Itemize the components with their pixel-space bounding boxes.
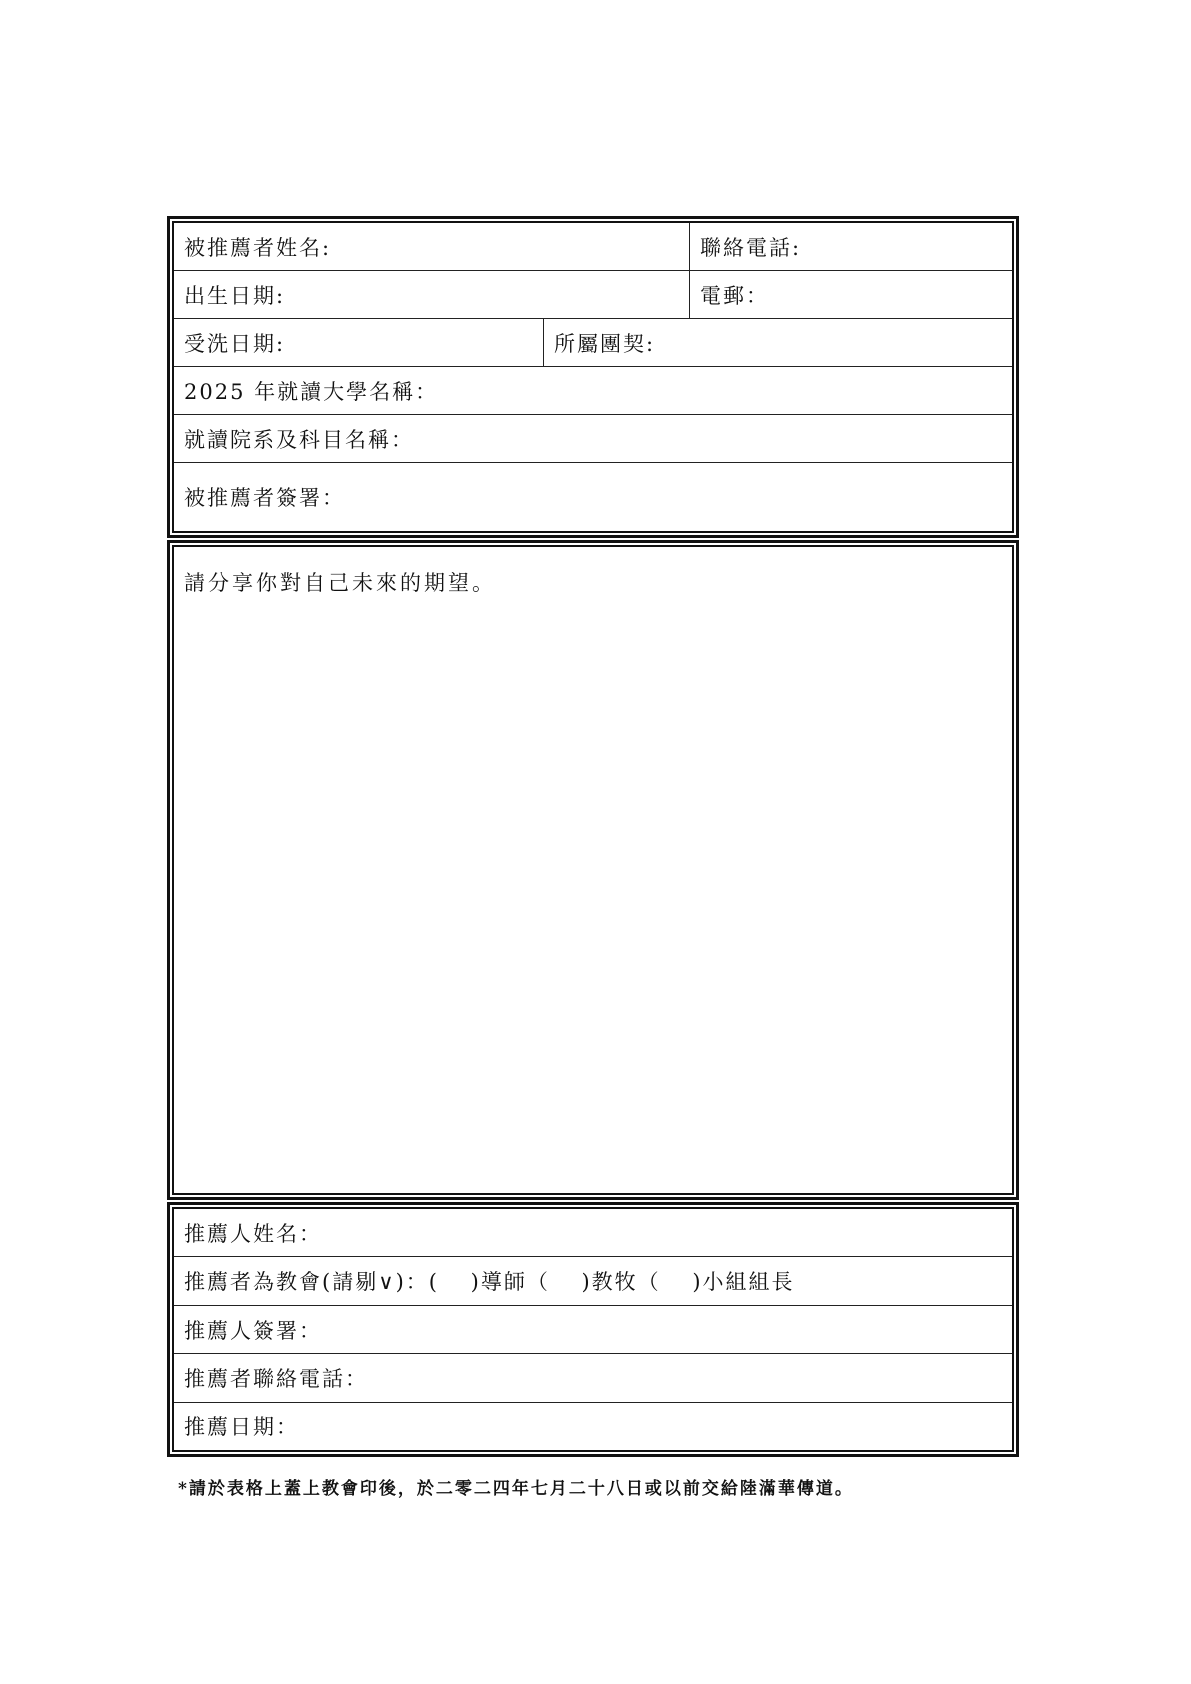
row-baptism-fellowship — [174, 319, 1012, 367]
fellowship-label: 所屬團契: — [554, 331, 656, 356]
recommender-phone-field[interactable] — [174, 1354, 1012, 1401]
row-recommender-signature — [174, 1306, 1012, 1354]
name-label: 被推薦者姓名: — [184, 235, 332, 260]
footnote: *請於表格上蓋上教會印後，於二零二四年七月二十八日或以前交給陸滿華傳道。 — [178, 1479, 854, 1499]
recommender-phone-label: 推薦者聯絡電話： — [184, 1366, 368, 1391]
recommender-name-field[interactable] — [174, 1209, 1012, 1256]
baptism-label: 受洗日期: — [184, 331, 286, 356]
university-label: 2025 年就讀大學名稱： — [184, 379, 439, 404]
expectation-textarea[interactable] — [172, 545, 1014, 1195]
applicant-signature-label: 被推薦者簽署： — [184, 486, 345, 510]
recommender-role-field[interactable] — [174, 1257, 1012, 1304]
dob-label: 出生日期: — [184, 283, 286, 308]
row-recommender-role — [174, 1257, 1012, 1305]
applicant-info-frame — [167, 216, 1019, 538]
recommend-date-field[interactable] — [174, 1403, 1012, 1450]
recommender-frame — [167, 1202, 1019, 1457]
expectation-frame — [167, 540, 1019, 1200]
recommender-signature-label: 推薦人簽署： — [184, 1318, 322, 1343]
university-field[interactable] — [174, 367, 1012, 414]
expectation-prompt: 請分享你對自己未來的期望。 — [184, 571, 496, 595]
name-field[interactable] — [174, 223, 690, 270]
faculty-field[interactable] — [174, 415, 1012, 462]
fellowship-field[interactable] — [544, 319, 1012, 366]
recommend-date-label: 推薦日期： — [184, 1415, 299, 1440]
row-faculty — [174, 415, 1012, 463]
row-recommend-date — [174, 1403, 1012, 1450]
faculty-label: 就讀院系及科目名稱： — [184, 427, 414, 452]
phone-label: 聯絡電話: — [700, 235, 802, 260]
row-name-phone — [174, 223, 1012, 271]
applicant-signature-field[interactable] — [174, 463, 1012, 531]
baptism-field[interactable] — [174, 319, 544, 366]
row-recommender-phone — [174, 1354, 1012, 1402]
recommender-signature-field[interactable] — [174, 1306, 1012, 1353]
dob-field[interactable] — [174, 271, 690, 318]
row-university — [174, 367, 1012, 415]
phone-field[interactable] — [690, 223, 1012, 270]
row-recommender-name — [174, 1209, 1012, 1257]
recommender-role-label: 推薦者為教會(請剔∨)：( )導師（ )教牧（ )小組組長 — [184, 1270, 795, 1295]
row-dob-email — [174, 271, 1012, 319]
recommender-name-label: 推薦人姓名： — [184, 1221, 322, 1246]
row-signature — [174, 463, 1012, 531]
email-label: 電郵： — [700, 283, 769, 308]
email-field[interactable] — [690, 271, 1012, 318]
